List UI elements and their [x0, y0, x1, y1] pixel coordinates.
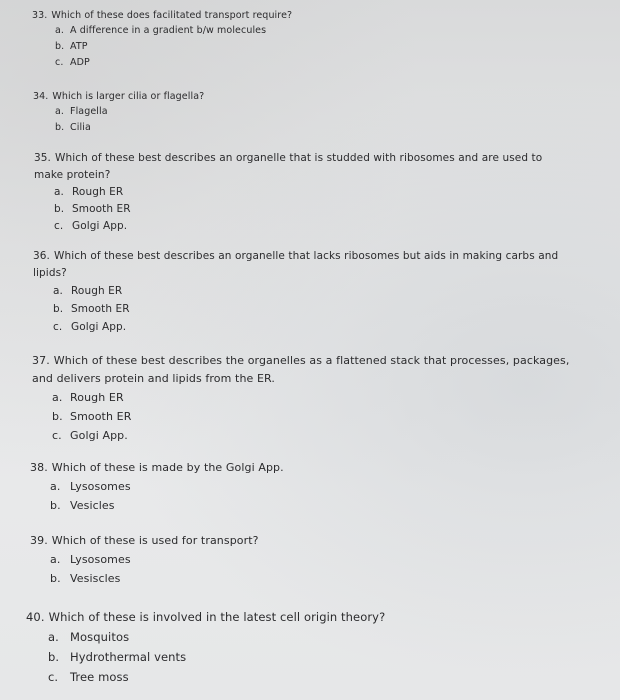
question-prompt: Which of these is used for transport?: [51, 534, 259, 547]
option-text: Rough ER: [70, 391, 124, 404]
option-list: [30, 550, 570, 588]
question-number: 33.: [32, 10, 48, 21]
option-text: Smooth ER: [72, 203, 131, 215]
question-40: [26, 608, 566, 687]
option-text: Smooth ER: [71, 303, 130, 315]
option-b: [33, 120, 573, 136]
option-a: [30, 550, 570, 569]
option-text: Golgi App.: [71, 321, 127, 333]
question-number: 34.: [33, 91, 49, 102]
question-number: 35.: [34, 152, 51, 164]
option-text: Lysosomes: [70, 553, 131, 566]
question-text: [30, 459, 570, 477]
question-prompt: Which of these is involved in the latest cell origin theory?: [48, 610, 386, 624]
option-a: [34, 184, 574, 201]
option-letter: b.: [55, 122, 65, 133]
question-text: [26, 608, 566, 627]
question-prompt: Which of these is made by the Golgi App.: [51, 461, 284, 474]
option-letter: c.: [53, 321, 63, 333]
option-text: Vesicles: [70, 499, 115, 512]
option-c: [32, 55, 572, 71]
option-text: Flagella: [70, 106, 108, 117]
question-number: 39.: [30, 534, 48, 547]
option-c: [33, 318, 573, 336]
option-list: [32, 388, 592, 445]
option-letter: b.: [48, 650, 60, 664]
option-letter: b.: [54, 203, 65, 215]
option-list: [33, 282, 573, 336]
question-prompt: Which is larger cilia or flagella?: [52, 91, 205, 102]
question-text: [34, 150, 574, 184]
question-text: [32, 9, 572, 23]
option-text: Tree moss: [70, 670, 129, 684]
option-text: Cilia: [70, 122, 91, 133]
option-a: [33, 104, 573, 120]
option-list: [34, 184, 574, 235]
option-c: [34, 218, 574, 235]
option-b: [32, 407, 592, 426]
option-letter: b.: [52, 410, 63, 423]
option-b: [30, 569, 570, 588]
option-a: [30, 477, 570, 496]
option-letter: c.: [48, 670, 59, 684]
option-a: [26, 627, 566, 647]
option-c: [26, 667, 566, 687]
question-39: [30, 532, 570, 588]
option-text: Lysosomes: [70, 480, 131, 493]
question-36: [33, 248, 573, 336]
option-text: Golgi App.: [72, 220, 128, 232]
question-number: 40.: [26, 610, 45, 624]
question-number: 37.: [32, 354, 50, 367]
option-a: [32, 23, 572, 39]
option-list: [33, 104, 573, 136]
question-34: [33, 90, 573, 136]
option-text: Vesiscles: [70, 572, 121, 585]
question-number: 36.: [33, 250, 50, 262]
option-text: Smooth ER: [70, 410, 132, 423]
option-text: ATP: [70, 41, 88, 52]
option-a: [32, 388, 592, 407]
option-text: A difference in a gradient b/w molecules: [70, 25, 267, 36]
option-b: [34, 201, 574, 218]
option-letter: a.: [52, 391, 63, 404]
option-list: [32, 23, 572, 71]
question-prompt: Which of these does facilitated transport require?: [51, 10, 293, 21]
question-33: [32, 9, 572, 71]
option-text: Golgi App.: [70, 429, 128, 442]
option-letter: a.: [50, 480, 61, 493]
option-letter: b.: [55, 41, 65, 52]
option-letter: b.: [53, 303, 64, 315]
option-letter: b.: [50, 572, 61, 585]
option-letter: c.: [55, 57, 64, 68]
question-text: [33, 90, 573, 104]
question-text: [33, 248, 573, 282]
question-38: [30, 459, 570, 515]
option-letter: a.: [54, 186, 64, 198]
option-text: Rough ER: [72, 186, 124, 198]
question-37: [32, 352, 592, 445]
option-b: [32, 39, 572, 55]
question-text: [30, 532, 570, 550]
question-prompt: Which of these best describes the organelles as a flattened stack that processes, packages, and delivers protein and lipids from the ER.: [32, 354, 570, 385]
option-letter: a.: [53, 285, 63, 297]
option-a: [33, 282, 573, 300]
option-c: [32, 426, 592, 445]
option-letter: a.: [55, 106, 65, 117]
option-b: [30, 496, 570, 515]
question-prompt: Which of these best describes an organelle that is studded with ribosomes and are used to make protein?: [34, 152, 543, 181]
question-number: 38.: [30, 461, 48, 474]
option-text: Rough ER: [71, 285, 123, 297]
option-letter: a.: [50, 553, 61, 566]
option-b: [33, 300, 573, 318]
option-list: [26, 627, 566, 687]
option-list: [30, 477, 570, 515]
option-text: ADP: [70, 57, 90, 68]
option-letter: c.: [52, 429, 62, 442]
question-text: [32, 352, 592, 388]
option-text: Mosquitos: [70, 630, 130, 644]
option-b: [26, 647, 566, 667]
option-letter: a.: [55, 25, 65, 36]
option-letter: a.: [48, 630, 59, 644]
option-letter: c.: [54, 220, 64, 232]
option-letter: b.: [50, 499, 61, 512]
question-35: [34, 150, 574, 235]
option-text: Hydrothermal vents: [70, 650, 187, 664]
question-prompt: Which of these best describes an organelle that lacks ribosomes but aids in making carbs and lipids?: [33, 250, 559, 279]
